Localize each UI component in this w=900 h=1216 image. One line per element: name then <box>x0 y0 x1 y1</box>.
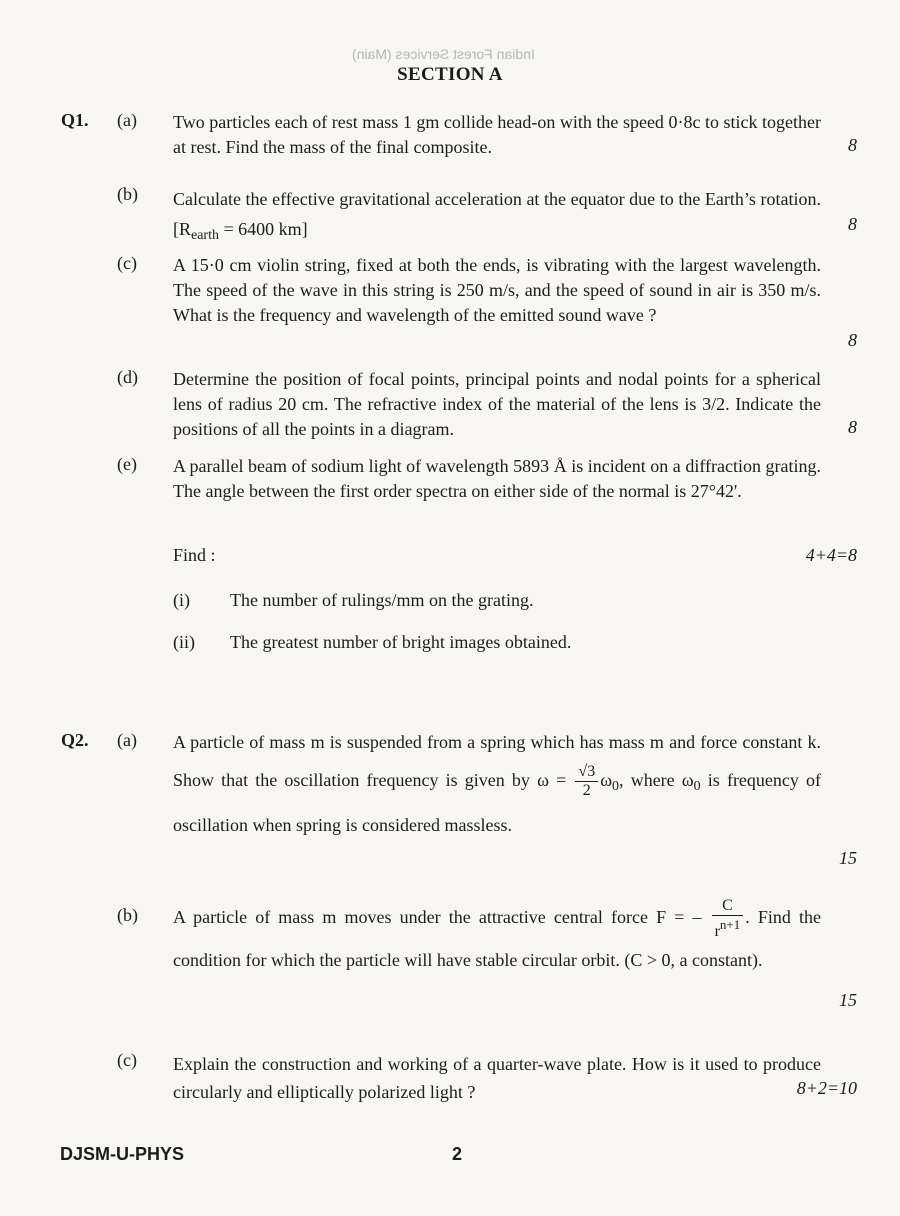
q1b-text: Calculate the effective gravitational acceleration at the equator due to the Earth’s rotation. [$R_{earth} = 6400$ km] <box>173 189 821 243</box>
q2a-text: A particle of mass m is suspended from a spring which has mass m and force constant k. Show that the oscillation frequency is given by ω = $\frac{√3}{2}$ $\omega_0$, where $\omega_0$ is frequency of oscillation when spring is considered massless. <box>173 732 822 835</box>
q1c-text: A 15·0 cm violin string, fixed at both the ends, is vibrating with the largest wavelength. The speed of the wave in this string is 250 m/s, and the speed of sound in air is 350 m/s. What is the frequency and wavelength of the emitted sound wave ? <box>173 255 821 325</box>
q2b-marks: 15 <box>839 990 857 1010</box>
q1e-label: (e) <box>117 454 137 474</box>
question-number-q1: Q1. <box>61 110 89 130</box>
footer-page-number: 2 <box>452 1144 463 1164</box>
q1e-item-ii-label: (ii) <box>173 632 195 652</box>
q1a-marks: 8 <box>848 135 857 155</box>
q1e-item-ii-text: The greatest number of bright images obtained. <box>230 632 572 652</box>
bleed-through-text: Indian Forest Services (Main) <box>352 46 535 62</box>
q2c-marks: 8+2=10 <box>796 1078 857 1098</box>
question-number-q2: Q2. <box>61 730 89 750</box>
q1e-find-label: Find : <box>173 545 216 565</box>
q1c-marks: 8 <box>848 330 857 350</box>
force-fraction: $\frac{C}{r^{n+1}}$ <box>712 897 744 941</box>
q1b-marks: 8 <box>848 214 857 234</box>
q2a-marks: 15 <box>839 848 857 868</box>
q2c-text: Explain the construction and working of a quarter-wave plate. How is it used to produce circularly and elliptically polarized light ? <box>173 1054 821 1102</box>
footer-paper-code: DJSM-U-PHYS <box>60 1144 185 1164</box>
q1e-item-i-label: (i) <box>173 590 190 610</box>
q1e-item-i-text: The number of rulings/mm on the grating. <box>230 590 534 610</box>
q2a-label: (a) <box>117 730 137 750</box>
q1a-label: (a) <box>117 110 137 130</box>
q1e-marks: 4+4=8 <box>805 545 857 565</box>
q2b-text: A particle of mass m moves under the attractive central force F = – $\frac{C}{r^{n+1}}$ . Find the condition for which the particle will have stable circular orbit. (C > 0, a constant). <box>173 897 821 970</box>
sqrt3-over-2-fraction: $\frac{√3}{2}$ <box>575 763 598 800</box>
q1d-text: Determine the position of focal points, principal points and nodal points for a spherical lens of radius 20 cm. The refractive index of the material of the lens is 3/2. Indicate the positions of all the points in a diagram. <box>173 369 821 439</box>
q1d-label: (d) <box>117 367 138 387</box>
q2c-label: (c) <box>117 1050 137 1070</box>
q1d-marks: 8 <box>848 417 857 437</box>
q1e-text: A parallel beam of sodium light of wavelength 5893 Å is incident on a diffraction grating. The angle between the first order spectra on either side of the normal is 27°42'. <box>173 456 821 501</box>
q1a-text: Two particles each of rest mass 1 gm collide head-on with the speed 0·8c to stick together at rest. Find the mass of the final composite. <box>173 112 821 157</box>
q2b-label: (b) <box>117 905 138 925</box>
section-title: SECTION A <box>397 64 503 85</box>
q1b-label: (b) <box>117 184 138 204</box>
q1c-label: (c) <box>117 253 137 273</box>
